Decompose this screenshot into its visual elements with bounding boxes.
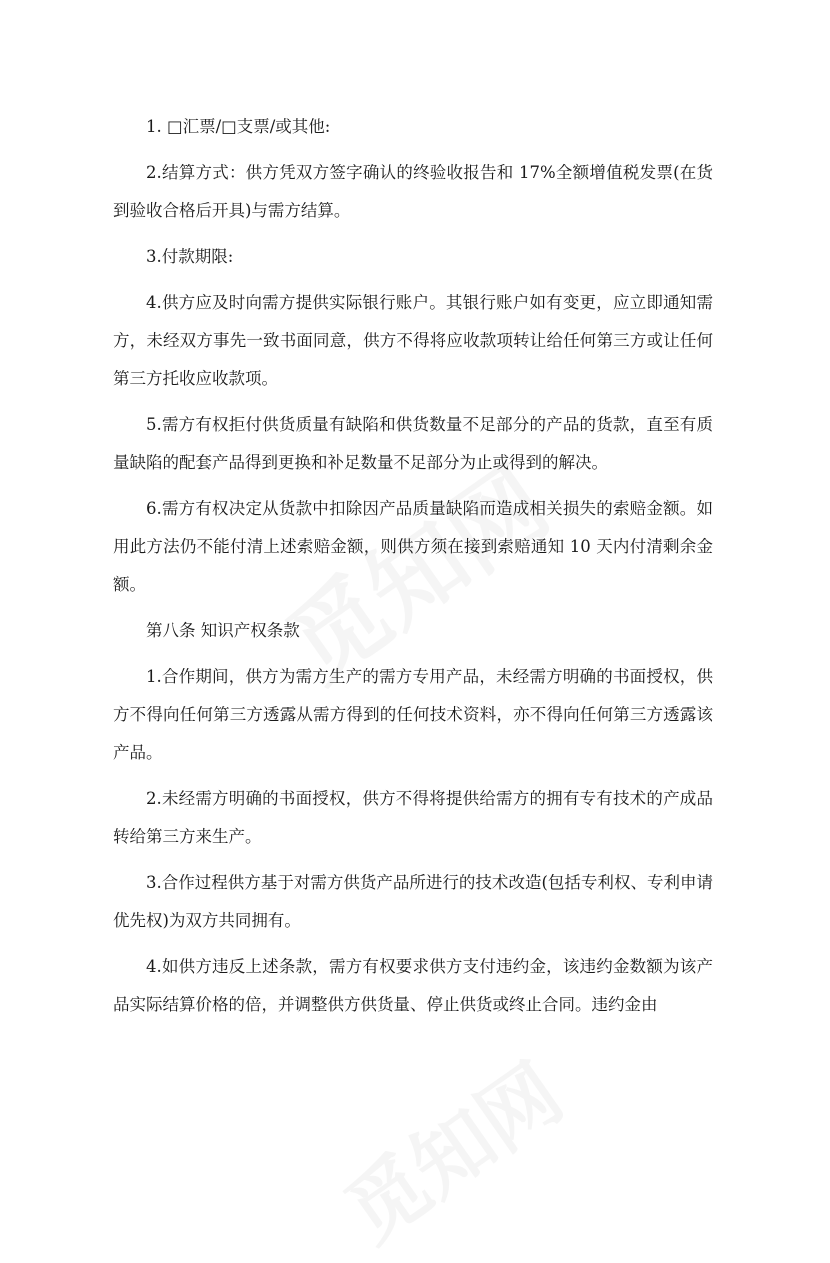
document-body bbox=[113, 108, 713, 1032]
paragraph-refuse-payment: 5.需方有权拒付供货质量有缺陷和供货数量不足部分的产品的货款，直至有质量缺陷的配套产品得到更换和补足数量不足部分为止或得到的解决。 bbox=[113, 415, 713, 472]
paragraph-ip-ownership: 3.合作过程供方基于对需方供货产品所进行的技术改造(包括专利权、专利申请优先权)为双方共同拥有。 bbox=[113, 873, 713, 930]
paragraph-ip-penalty: 4.如供方违反上述条款，需方有权要求供方支付违约金，该违约金数额为该产品实际结算价格的倍，并调整供方供货量、停止供货或终止合同。违约金由 bbox=[113, 957, 713, 1014]
section-heading-ip: 第八条 知识产权条款 bbox=[146, 621, 300, 640]
paragraph-deduction: 6.需方有权决定从货款中扣除因产品质量缺陷而造成相关损失的索赔金额。如用此方法仍不能付清上述索赔金额，则供方须在接到索赔通知 10 天内付清剩余金额。 bbox=[113, 499, 713, 594]
paragraph-ip-confidentiality: 1.合作期间，供方为需方生产的需方专用产品，未经需方明确的书面授权，供方不得向任何第三方透露从需方得到的任何技术资料，亦不得向任何第三方透露该产品。 bbox=[113, 667, 713, 762]
watermark bbox=[319, 1032, 582, 1263]
paragraph-payment-term: 3.付款期限: bbox=[146, 247, 234, 266]
paragraph-payment-instrument: 1. □汇票/□支票/或其他: bbox=[146, 117, 331, 136]
paragraph-ip-production: 2.未经需方明确的书面授权，供方不得将提供给需方的拥有专有技术的产成品转给第三方来生产。 bbox=[113, 789, 713, 846]
paragraph-bank-account: 4.供方应及时向需方提供实际银行账户。其银行账户如有变更，应立即通知需方，未经双方事先一致书面同意，供方不得将应收款项转让给任何第三方或让任何第三方托收应收款项。 bbox=[113, 293, 713, 388]
paragraph-settlement-method: 2.结算方式：供方凭双方签字确认的终验收报告和 17%全额增值税发票(在货到验收合格后开具)与需方结算。 bbox=[113, 163, 713, 220]
